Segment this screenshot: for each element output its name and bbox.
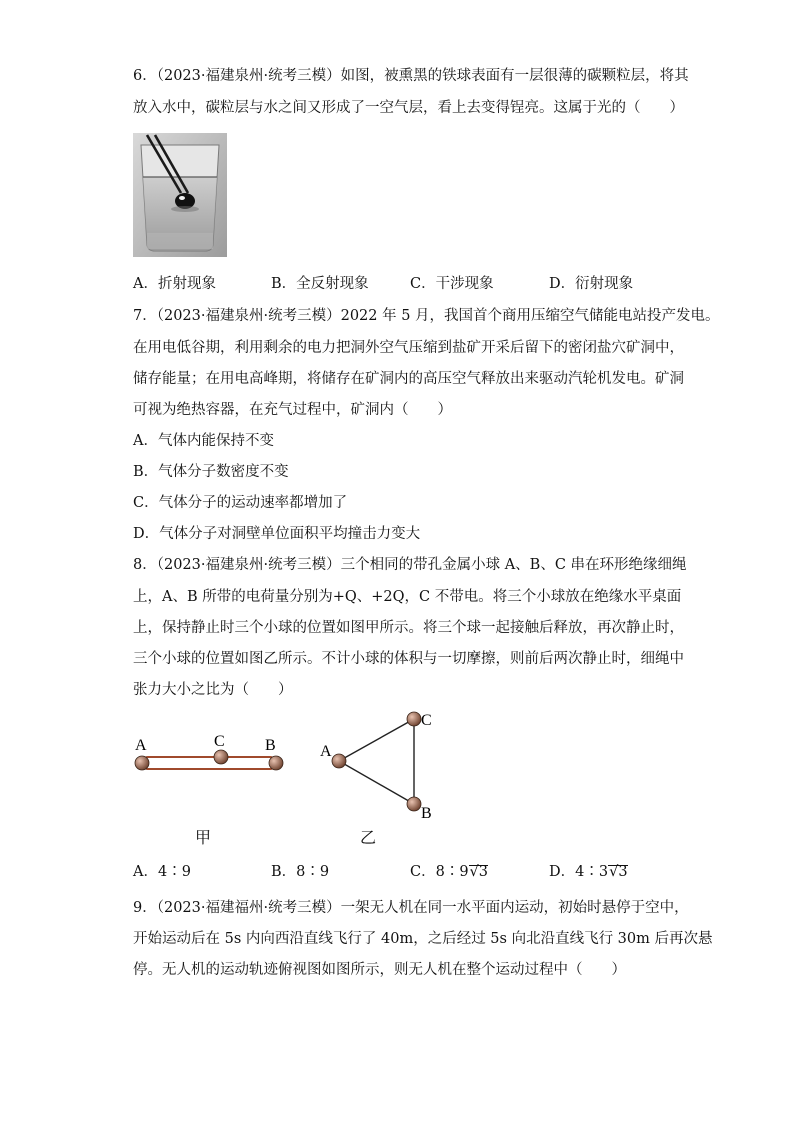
q6-stem-line-2: 放入水中，碳粒层与水之间又形成了一空气层，看上去变得锃亮。这属于光的（ ） [133, 100, 684, 116]
caption-yi: 乙 [360, 828, 377, 847]
q8-option-d-text: D．4∶3 [549, 864, 609, 880]
ball-c-jia [214, 750, 228, 764]
string-triangle-yi [339, 719, 414, 804]
q7-stem-line-1: 7．（2023·福建泉州·统考三模）2022 年 5 月，我国首个商用压缩空气储能电站投产发电。 [133, 308, 720, 324]
q8-option-b: B．8∶9 [271, 864, 330, 880]
q8-option-a: A．4∶9 [133, 864, 191, 880]
q7-option-a: A．气体内能保持不变 [133, 433, 274, 449]
q7-stem-line-2: 在用电低谷期，利用剩余的电力把洞外空气压缩到盐矿开采后留下的密闭盐穴矿洞中， [133, 340, 684, 356]
q9-stem-line-2: 开始运动后在 5s 内向西沿直线飞行了 40m，之后经过 5s 向北沿直线飞行 30m 后再次悬 [133, 931, 713, 947]
label-b-yi: B [421, 805, 432, 822]
q6-option-a: A．折射现象 [133, 276, 216, 292]
q8-option-d [549, 862, 628, 882]
q8-stem-line-4: 三个小球的位置如图乙所示。不计小球的体积与一切摩擦，则前后两次静止时，细绳中 [133, 651, 684, 667]
q8-stem-line-2: 上，A、B 所带的电荷量分别为+Q、+2Q，C 不带电。将三个小球放在绝缘水平桌面 [133, 589, 682, 605]
ball-a-yi [332, 754, 346, 768]
q7-option-d: D．气体分子对洞壁单位面积平均撞击力变大 [133, 526, 421, 542]
ball-c-yi [407, 712, 421, 726]
label-b-jia: B [265, 737, 276, 754]
caption-jia: 甲 [195, 828, 212, 847]
sqrt-sign: √3 [469, 864, 489, 880]
q7-option-b: B．气体分子数密度不变 [133, 464, 289, 480]
glass-photo [133, 133, 227, 257]
figure-yi [315, 708, 440, 823]
q6-option-d: D．衍射现象 [549, 276, 634, 292]
ball-a-jia [135, 756, 149, 770]
figure-jia [128, 728, 293, 783]
q6-option-c: C．干涉现象 [410, 276, 494, 292]
q9-stem-line-3: 停。无人机的运动轨迹俯视图如图所示，则无人机在整个运动过程中（ ） [133, 962, 626, 978]
q7-stem-line-3: 储存能量；在用电高峰期，将储存在矿洞内的高压空气释放出来驱动汽轮机发电。矿洞 [133, 371, 684, 387]
q8-option-d-radicand: 3 [618, 864, 628, 880]
string-loop-jia [142, 757, 276, 769]
q8-stem-line-3: 上，保持静止时三个小球的位置如图甲所示。将三个球一起接触后释放，再次静止时， [133, 620, 684, 636]
q6-stem-line-1: 6．（2023·福建泉州·统考三模）如图，被熏黑的铁球表面有一层很薄的碳颗粒层，将其 [133, 68, 689, 84]
q7-stem-line-4: 可视为绝热容器，在充气过程中，矿洞内（ ） [133, 402, 452, 418]
ball-b-yi [407, 797, 421, 811]
q6-option-b: B．全反射现象 [271, 276, 369, 292]
q8-stem-line-1: 8．（2023·福建泉州·统考三模）三个相同的带孔金属小球 A、B、C 串在环形绝缘细绳 [133, 557, 687, 573]
label-c-yi: C [421, 712, 432, 729]
q8-stem-line-5: 张力大小之比为（ ） [133, 682, 293, 698]
q8-option-c-radicand: 3 [478, 864, 489, 880]
q8-option-c [410, 862, 488, 882]
label-a-jia: A [135, 737, 147, 754]
label-a-yi: A [320, 743, 332, 760]
sqrt-sign: √3 [609, 864, 628, 880]
label-c-jia: C [214, 733, 225, 750]
q9-stem-line-1: 9．（2023·福建福州·统考三模）一架无人机在同一水平面内运动，初始时悬停于空中， [133, 900, 689, 916]
q8-option-c-text: C．8∶9 [410, 864, 469, 880]
q7-option-c: C．气体分子的运动速率都增加了 [133, 495, 348, 511]
ball-b-jia [269, 756, 283, 770]
